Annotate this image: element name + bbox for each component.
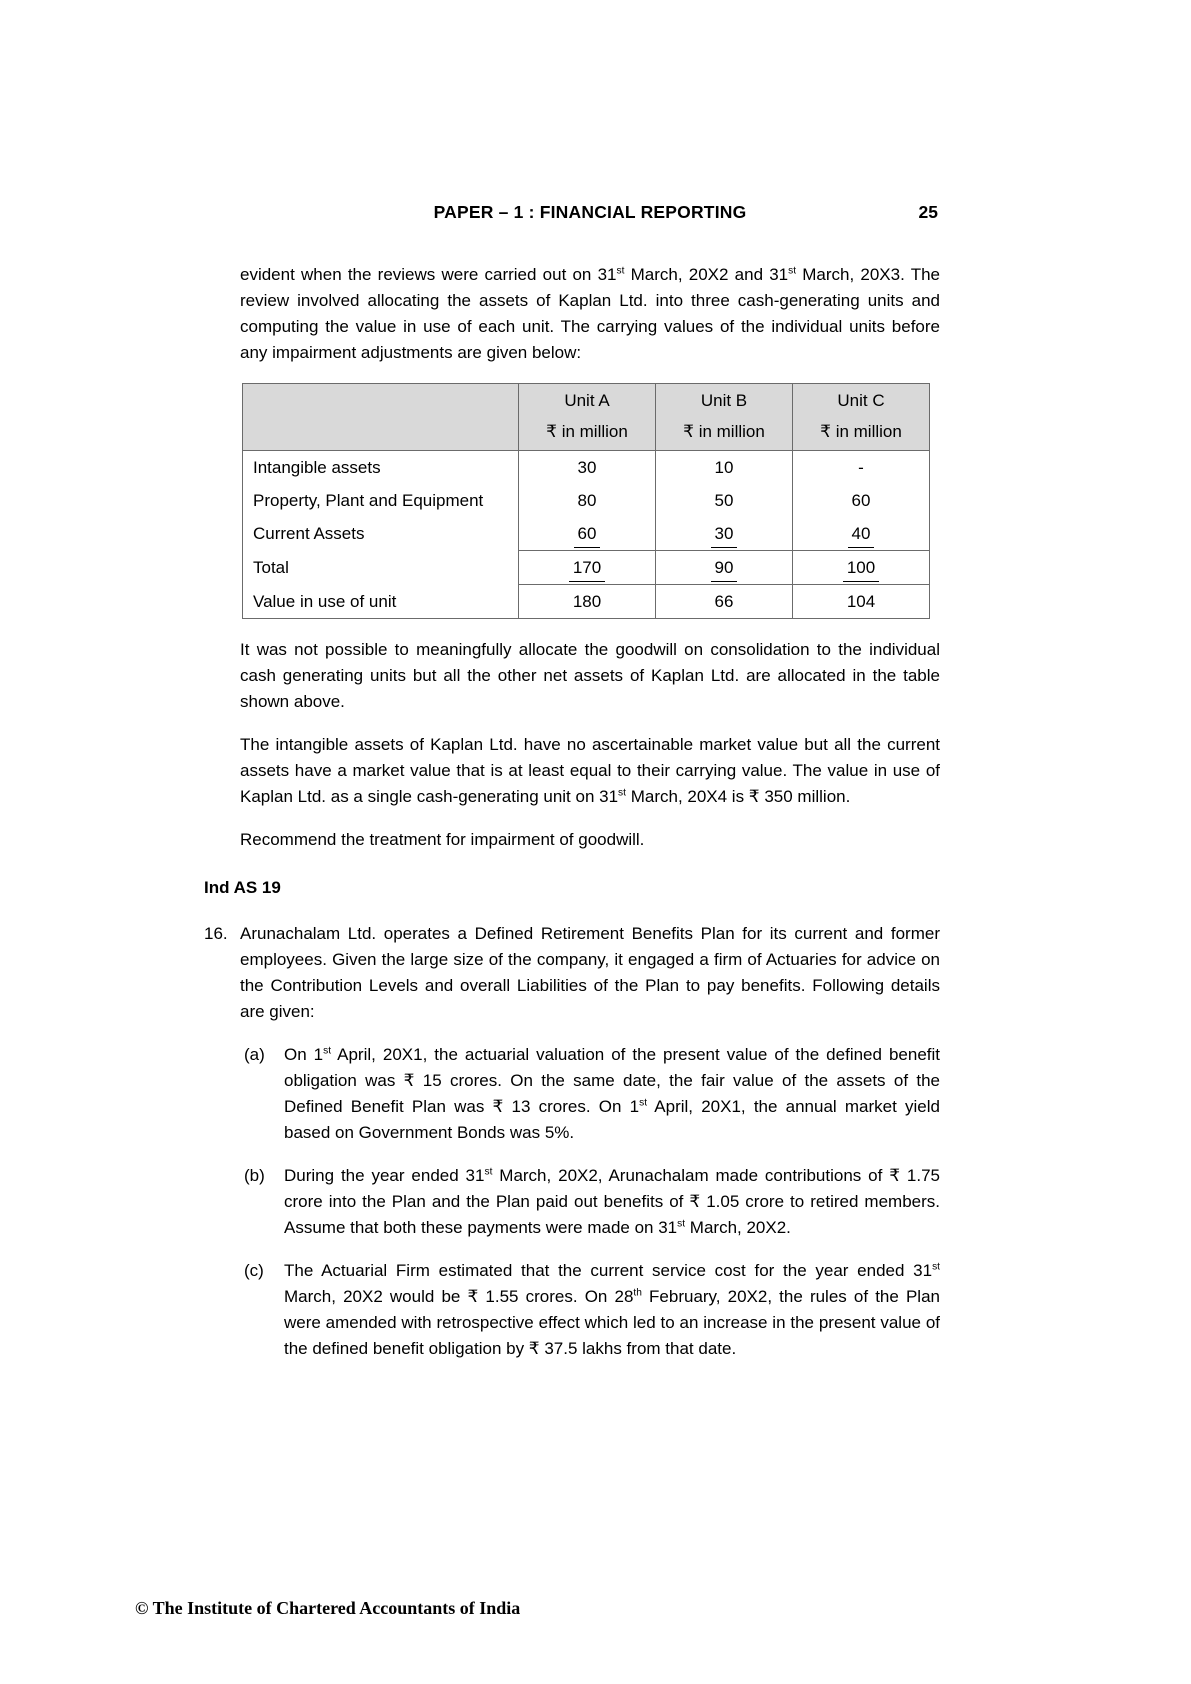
table-cell: 66: [656, 585, 793, 619]
table-cell: 80: [519, 484, 656, 517]
table-cell: 60: [793, 484, 930, 517]
section-heading-ind-as-19: Ind AS 19: [204, 878, 281, 897]
table-cell: 30: [519, 451, 656, 485]
copyright-footer: © The Institute of Chartered Accountants of India: [135, 1598, 521, 1618]
table-cell: 10: [656, 451, 793, 485]
table-cell: 180: [519, 585, 656, 619]
table-cell: 60: [519, 517, 656, 551]
table-header-unit-b: [656, 384, 793, 451]
table-header-row: [243, 384, 930, 451]
table-header-empty: [243, 384, 519, 451]
row-label: Value in use of unit: [243, 585, 519, 619]
page-title: PAPER – 1 : FINANCIAL REPORTING: [433, 202, 747, 222]
table-cell: 104: [793, 585, 930, 619]
table-row: [243, 517, 930, 551]
page-content: [204, 262, 941, 1362]
page-header: [240, 202, 940, 223]
column-name: Unit B: [700, 391, 748, 410]
sub-item-text: During the year ended 31st March, 20X2, Arunachalam made contributions of ₹ 1.75 crore into the Plan and the Plan paid out benefits of ₹ 1.05 crore to retired members. Assume that both these payments were made on 31st March, 20X2.: [284, 1166, 941, 1237]
paragraph-recommend: Recommend the treatment for impairment of goodwill.: [240, 830, 645, 849]
table-row: [243, 451, 930, 485]
row-label: Total: [243, 551, 519, 585]
table-cell: 170: [519, 551, 656, 585]
sub-item-a: [244, 1042, 940, 1146]
sub-item-c: [244, 1258, 940, 1362]
sub-item-b: [244, 1163, 940, 1241]
paragraph-intro: evident when the reviews were carried out on 31st March, 20X2 and 31st March, 20X3. The review involved allocating the assets of Kaplan Ltd. into three cash-generating units and computing the value in use of each unit. The carrying values of the individual units before any impairment adjustments are given below:: [240, 265, 940, 362]
sub-item-label: (b): [244, 1166, 265, 1185]
table-row: [243, 484, 930, 517]
table-cell: -: [793, 451, 930, 485]
paragraph-goodwill: It was not possible to meaningfully allocate the goodwill on consolidation to the individual cash generating units but all the other net assets of Kaplan Ltd. are allocated in the table shown above.: [240, 640, 940, 711]
sub-item-text: On 1st April, 20X1, the actuarial valuation of the present value of the defined benefit obligation was ₹ 15 crores. On the same date, the fair value of the assets of the Defined Benefit Plan was ₹ 13 crores. On 1st April, 20X1, the annual market yield based on Government Bonds was 5%.: [284, 1045, 940, 1142]
table-row-total: [243, 551, 930, 585]
column-unit: ₹ in million: [820, 422, 902, 441]
table-cell: 40: [793, 517, 930, 551]
table-cell: 90: [656, 551, 793, 585]
table-cell: 30: [656, 517, 793, 551]
row-label: Current Assets: [243, 517, 519, 551]
column-unit: ₹ in million: [546, 422, 628, 441]
row-label: Property, Plant and Equipment: [243, 484, 519, 517]
page-number: 25: [918, 202, 938, 222]
table-header-unit-c: [793, 384, 930, 451]
table-header-unit-a: [519, 384, 656, 451]
carrying-values-table: [242, 383, 930, 619]
paragraph-intangible: The intangible assets of Kaplan Ltd. have no ascertainable market value but all the current assets have a market value that is at least equal to their carrying value. The value in use of Kaplan Ltd. as a single cash-generating unit on 31st March, 20X4 is ₹ 350 million.: [240, 735, 940, 806]
table-cell: 50: [656, 484, 793, 517]
row-label: Intangible assets: [243, 451, 519, 485]
question-number: 16.: [204, 924, 228, 943]
column-unit: ₹ in million: [683, 422, 765, 441]
sub-item-label: (c): [244, 1261, 264, 1280]
table-cell: 100: [793, 551, 930, 585]
column-name: Unit A: [564, 391, 610, 410]
table-row: [243, 585, 930, 619]
sub-item-text: The Actuarial Firm estimated that the current service cost for the year ended 31st March, 20X2 would be ₹ 1.55 crores. On 28th February, 20X2, the rules of the Plan were amended with retrospective effect which led to an increase in the present value of the defined benefit obligation by ₹ 37.5 lakhs from that date.: [284, 1261, 940, 1358]
sub-item-label: (a): [244, 1045, 265, 1064]
question-16: [204, 921, 941, 1362]
question-text: Arunachalam Ltd. operates a Defined Retirement Benefits Plan for its current and former employees. Given the large size of the company, it engaged a firm of Actuaries for advice on the Contribution Levels and overall Liabilities of the Plan to pay benefits. Following details are given:: [240, 924, 940, 1021]
column-name: Unit C: [837, 391, 885, 410]
